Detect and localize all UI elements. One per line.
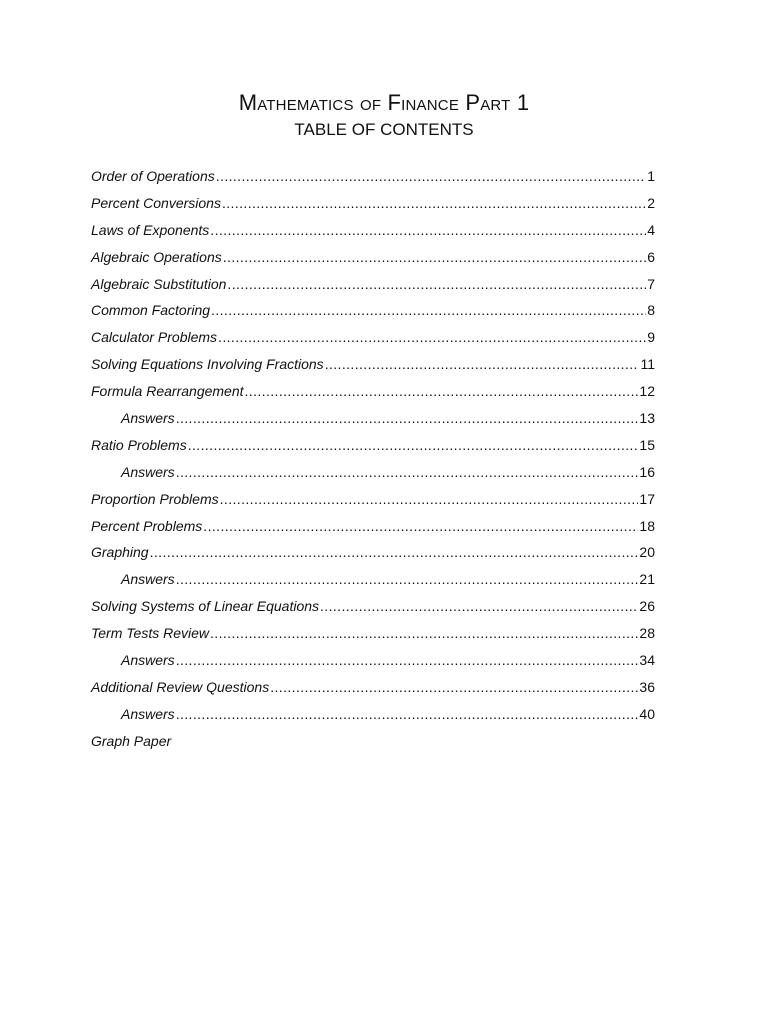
toc-entry-label: Formula Rearrangement <box>91 383 244 400</box>
toc-entry[interactable] <box>91 275 655 302</box>
toc-entry[interactable] <box>91 221 655 248</box>
toc-entry[interactable] <box>91 382 655 409</box>
toc-entry-page-number: 11 <box>640 356 655 373</box>
toc-leader-dots <box>227 275 646 293</box>
toc-entry[interactable] <box>91 194 655 221</box>
toc-leader-dots <box>176 651 639 669</box>
toc-leader-dots <box>270 678 638 696</box>
toc-entry[interactable] <box>91 517 655 544</box>
toc-entry[interactable] <box>91 705 655 732</box>
toc-leader-dots <box>218 328 646 346</box>
toc-entry-label: Algebraic Substitution <box>91 275 227 292</box>
toc-entry-label: Order of Operations <box>91 168 215 184</box>
toc-entry[interactable] <box>91 543 655 570</box>
toc-entry[interactable] <box>91 490 655 517</box>
toc-leader-dots <box>210 624 638 642</box>
toc-entry[interactable] <box>91 570 655 597</box>
toc-leader-dots <box>220 490 639 508</box>
toc-entry[interactable] <box>91 624 655 651</box>
toc-entry-label: Additional Review Questions <box>91 678 270 695</box>
toc-entry-label: Solving Equations Involving Fractions <box>91 356 324 373</box>
toc-entry-page-number: 28 <box>639 625 655 642</box>
toc-entry[interactable] <box>91 678 655 705</box>
toc-entry-label: Percent Problems <box>91 517 203 534</box>
toc-entry-page-number: 21 <box>639 571 655 588</box>
toc-entry-label: Common Factoring <box>91 302 211 319</box>
toc-entry-label: Laws of Exponents <box>91 221 210 238</box>
toc-entry[interactable] <box>91 301 655 328</box>
toc-entry[interactable] <box>91 248 655 275</box>
toc-entry-page-number: 9 <box>647 329 655 346</box>
toc-entry[interactable] <box>91 409 655 436</box>
toc-entry[interactable] <box>91 328 655 355</box>
toc-entry-page-number: 6 <box>647 248 655 265</box>
toc-leader-dots <box>223 248 646 266</box>
toc-leader-dots <box>176 570 639 588</box>
document-title: Mathematics of Finance Part 1 <box>238 90 530 115</box>
toc-entry[interactable] <box>91 463 655 490</box>
toc-entry-label: Answers <box>121 652 175 669</box>
toc-entry-label: Answers <box>121 705 175 722</box>
toc-entry-label: Algebraic Operations <box>91 248 222 265</box>
document-subtitle: TABLE OF CONTENTS <box>294 120 474 139</box>
toc-leader-dots <box>176 409 639 427</box>
toc-entry[interactable] <box>91 436 655 463</box>
toc-leader-dots <box>176 705 639 723</box>
toc-entry-label: Ratio Problems <box>91 436 187 453</box>
toc-leader-dots <box>150 543 639 561</box>
toc-leader-dots <box>216 167 646 185</box>
toc-entry[interactable] <box>91 167 655 194</box>
toc-entry[interactable] <box>91 732 655 759</box>
toc-leader-dots <box>245 382 639 400</box>
toc-entry-page-number: 18 <box>639 517 655 534</box>
toc-entry[interactable] <box>91 651 655 678</box>
toc-entry-label: Solving Systems of Linear Equations <box>91 598 320 615</box>
toc-entry-page-number: 34 <box>639 652 655 669</box>
toc-entry-page-number: 12 <box>639 383 655 400</box>
toc-entry-label: Answers <box>121 410 175 427</box>
toc-entry-label: Graphing <box>91 544 149 561</box>
toc-entry-label: Answers <box>121 571 175 588</box>
toc-leader-dots <box>176 463 639 481</box>
toc-entry-page-number: 20 <box>639 544 655 561</box>
toc-entry-page-number: 8 <box>647 302 655 319</box>
table-of-contents <box>91 167 655 759</box>
toc-leader-dots <box>222 194 646 212</box>
toc-entry-page-number: 17 <box>639 490 655 507</box>
toc-leader-dots <box>188 436 639 454</box>
toc-entry-label: Graph Paper <box>91 732 172 749</box>
toc-entry-label: Calculator Problems <box>91 329 218 346</box>
toc-entry[interactable] <box>91 597 655 624</box>
toc-entry-label: Percent Conversions <box>91 194 221 211</box>
toc-entry-page-number: 2 <box>647 194 655 211</box>
toc-leader-dots <box>203 517 638 535</box>
toc-entry[interactable] <box>91 355 655 382</box>
toc-entry-page-number: 26 <box>639 598 655 615</box>
toc-leader-dots <box>325 355 640 373</box>
toc-entry-page-number: 16 <box>639 463 655 480</box>
toc-entry-label: Answers <box>121 463 175 480</box>
toc-leader-dots <box>211 301 646 319</box>
toc-entry-page-number: 1 <box>647 168 655 184</box>
toc-leader-dots <box>210 221 646 239</box>
toc-entry-label: Term Tests Review <box>91 625 210 642</box>
toc-entry-page-number: 4 <box>647 221 655 238</box>
toc-entry-page-number: 7 <box>647 275 655 292</box>
toc-entry-page-number: 40 <box>639 705 655 722</box>
toc-entry-page-number: 15 <box>639 436 655 453</box>
toc-entry-page-number: 13 <box>639 410 655 427</box>
toc-leader-dots <box>320 597 638 615</box>
toc-entry-page-number: 36 <box>639 678 655 695</box>
toc-entry-label: Proportion Problems <box>91 490 219 507</box>
